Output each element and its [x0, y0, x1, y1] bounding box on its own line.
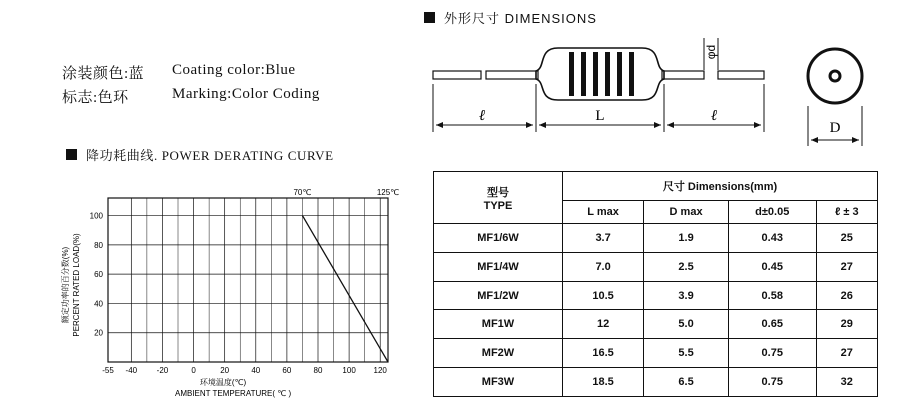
- type-header: [434, 172, 563, 224]
- x-tick-label: 120: [373, 366, 387, 375]
- color-band: [629, 52, 634, 96]
- chart-series: [302, 216, 388, 362]
- y-tick-label: 100: [89, 211, 103, 221]
- y-axis-label-en: PERCENT RATED LOAD(%): [72, 233, 81, 337]
- cell-d: 0.58: [728, 281, 816, 310]
- chart-grid: [108, 198, 388, 362]
- dimensions-bullet: [424, 12, 435, 23]
- dimensions-header-en: Dimensions(mm): [687, 181, 778, 193]
- coating-en: Coating color:Blue: [172, 62, 296, 78]
- color-band: [605, 52, 610, 96]
- marking-cn: 标志:色环: [62, 90, 129, 106]
- chart-annotations: [293, 188, 399, 197]
- cell-d-max: 6.5: [644, 368, 729, 397]
- dimensions-heading: 外形尺寸 DIMENSIONS: [444, 11, 597, 26]
- col-header-l-max: L max: [563, 201, 644, 224]
- x-axis-label-en: AMBIENT TEMPERATURE( ℃ ): [175, 389, 292, 398]
- lead-right-label: ℓ: [710, 108, 718, 124]
- x-tick-label: 20: [220, 366, 230, 375]
- table-row: [434, 339, 878, 368]
- cell-lead: 27: [816, 339, 877, 368]
- resistor-body: [536, 48, 664, 100]
- derating-heading: 降功耗曲线. POWER DERATING CURVE: [86, 148, 334, 163]
- y-tick-label: 80: [94, 240, 103, 250]
- cell-d: 0.43: [728, 224, 816, 253]
- cell-lead: 27: [816, 252, 877, 281]
- derating-chart: [55, 183, 405, 403]
- table-row: [434, 368, 878, 397]
- x-tick-label: 40: [251, 366, 261, 375]
- y-tick-label: 20: [94, 328, 103, 338]
- x-tick-label: 60: [282, 366, 292, 375]
- marking-spec: [62, 86, 129, 107]
- x-axis-label-cn: 环境温度(℃): [199, 378, 247, 387]
- dimensions-header-cn: 尺寸: [662, 181, 685, 193]
- x-tick-label: -40: [125, 366, 138, 375]
- coating-cn: 涂装颜色:蓝: [62, 66, 145, 82]
- cell-d-max: 3.9: [644, 281, 729, 310]
- cell-d-max: 5.0: [644, 310, 729, 339]
- color-band: [593, 52, 598, 96]
- annotation-label: 70℃: [293, 188, 312, 197]
- lead-right-b: [718, 71, 764, 79]
- plot-frame: [108, 198, 388, 362]
- cell-d: 0.45: [728, 252, 816, 281]
- x-tick-label: 80: [313, 366, 323, 375]
- lead-left-a: [433, 71, 481, 79]
- annotation-label: 125℃: [376, 188, 400, 197]
- derating-curve: [302, 216, 388, 362]
- cell-d-max: 1.9: [644, 224, 729, 253]
- cell-d-max: 2.5: [644, 252, 729, 281]
- dimensions-table: [433, 171, 878, 397]
- lead-left-b: [486, 71, 538, 79]
- cell-type: MF1W: [434, 310, 563, 339]
- color-band: [581, 52, 586, 96]
- col-header-lead: ℓ ± 3: [816, 201, 877, 224]
- x-tick-label: -55: [102, 366, 114, 375]
- table-row: [434, 310, 878, 339]
- cell-d: 0.75: [728, 368, 816, 397]
- type-header-cn: 型号: [487, 186, 509, 199]
- cell-type: MF2W: [434, 339, 563, 368]
- y-axis-label-cn: 额定功率的百分数(%): [61, 246, 70, 324]
- cell-type: MF1/2W: [434, 281, 563, 310]
- y-tick-label: 40: [94, 299, 103, 309]
- cell-lead: 32: [816, 368, 877, 397]
- lead-left-label: ℓ: [478, 108, 486, 124]
- dimensions-header: [563, 172, 878, 201]
- col-header-d: d±0.05: [728, 201, 816, 224]
- table-row: [434, 224, 878, 253]
- lead-right-a: [662, 71, 704, 79]
- color-band: [569, 52, 574, 96]
- cell-l-max: 3.7: [563, 224, 644, 253]
- cell-lead: 25: [816, 224, 877, 253]
- cell-l-max: 10.5: [563, 281, 644, 310]
- x-tick-label: 100: [342, 366, 356, 375]
- body-end-circle: [808, 49, 862, 103]
- y-tick-label: 60: [94, 270, 103, 280]
- cell-lead: 29: [816, 310, 877, 339]
- col-header-d-max: D max: [644, 201, 729, 224]
- cell-d-max: 5.5: [644, 339, 729, 368]
- cell-l-max: 16.5: [563, 339, 644, 368]
- marking-spec-en: [172, 86, 320, 103]
- table-header-row: [434, 172, 878, 201]
- x-tick-label: -20: [156, 366, 169, 375]
- body-diameter-label: D: [829, 120, 841, 136]
- coating-spec: [62, 62, 144, 83]
- lead-end-circle: [830, 71, 840, 81]
- cell-lead: 26: [816, 281, 877, 310]
- cell-type: MF3W: [434, 368, 563, 397]
- heading-bullet: [66, 149, 77, 160]
- lead-diameter-label: φd: [704, 44, 718, 60]
- coating-spec-en: [172, 62, 296, 79]
- marking-en: Marking:Color Coding: [172, 86, 320, 102]
- chart-ticks: [90, 212, 388, 375]
- cell-type: MF1/6W: [434, 224, 563, 253]
- table-row: [434, 281, 878, 310]
- cell-l-max: 7.0: [563, 252, 644, 281]
- color-band: [617, 52, 622, 96]
- body-length-label: L: [595, 108, 605, 124]
- resistor-drawing: [428, 28, 768, 140]
- table-row: [434, 252, 878, 281]
- cell-d: 0.75: [728, 339, 816, 368]
- cell-l-max: 18.5: [563, 368, 644, 397]
- cell-l-max: 12: [563, 310, 644, 339]
- cell-type: MF1/4W: [434, 252, 563, 281]
- cell-d: 0.65: [728, 310, 816, 339]
- x-tick-label: 0: [191, 366, 196, 375]
- type-header-en: TYPE: [483, 199, 513, 212]
- end-view-drawing: [800, 40, 872, 148]
